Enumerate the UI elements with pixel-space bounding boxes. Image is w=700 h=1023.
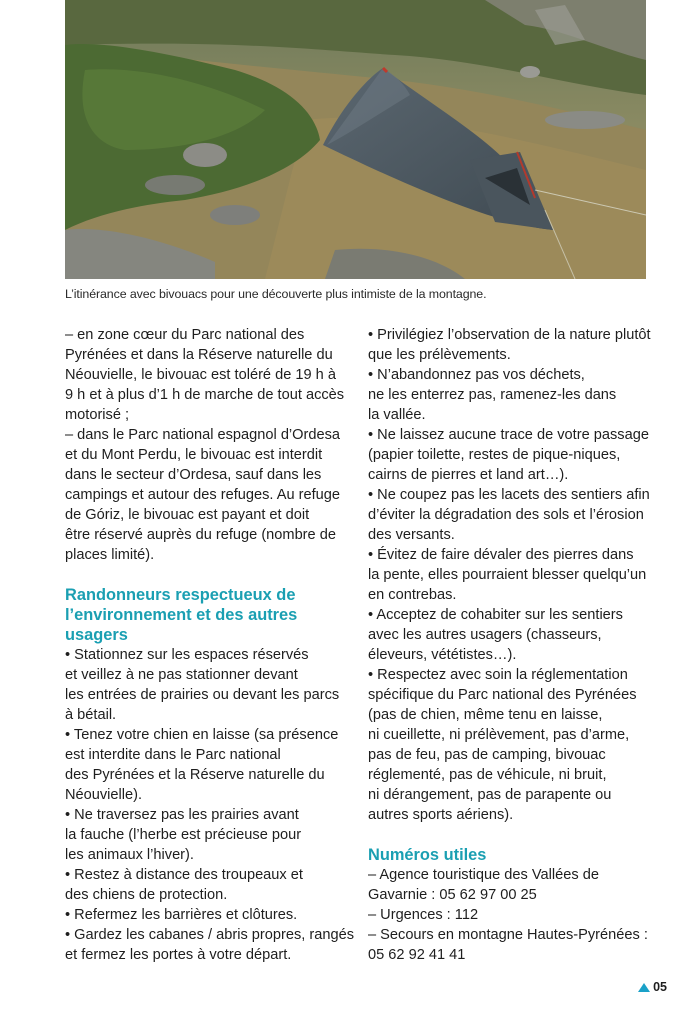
text-line: les animaux l’hiver).	[65, 847, 194, 863]
text-line: • Évitez de faire dévaler des pierres dans	[368, 547, 634, 563]
text-line: de Góriz, le bivouac est payant et doit	[65, 507, 310, 523]
text-line: • Ne laissez aucune trace de votre passage	[368, 427, 649, 443]
text-line: Néouvielle, le bivouac est toléré de 19 h à	[65, 367, 336, 383]
text-line: ni cueillette, ni prélèvement, pas d’arme,	[368, 727, 630, 743]
text-line: dans le secteur d’Ordesa, sauf dans les	[65, 467, 322, 483]
text-line: avec les autres usagers (chasseurs,	[368, 627, 602, 643]
heading-line: Numéros utiles	[368, 846, 487, 864]
phone-number: – Urgences : 112	[368, 907, 479, 923]
text-line: en contrebas.	[368, 587, 457, 603]
text-line: • Gardez les cabanes / abris propres, rangés	[65, 927, 355, 943]
bivouac-photo	[65, 0, 646, 279]
photo-illustration	[65, 0, 646, 279]
text-line: places limité).	[65, 547, 155, 563]
text-line: que les prélèvements.	[368, 347, 511, 363]
text-line: • Refermez les barrières et clôtures.	[65, 907, 298, 923]
text-line: des Pyrénées et la Réserve naturelle du	[65, 767, 325, 783]
text-line: • Stationnez sur les espaces réservés	[65, 647, 309, 663]
text-line: • Ne traversez pas les prairies avant	[65, 807, 299, 823]
text-line: ne les enterrez pas, ramenez-les dans	[368, 387, 617, 403]
text-line: (pas de chien, même tenu en laisse,	[368, 707, 603, 723]
text-line: la pente, elles pourraient blesser quelqu’un	[368, 567, 647, 583]
phone-number: 05 62 92 41 41	[368, 947, 466, 963]
text-line: • N’abandonnez pas vos déchets,	[368, 367, 585, 383]
text-line: spécifique du Parc national des Pyrénées	[368, 687, 637, 703]
text-line: éleveurs, vététistes…).	[368, 647, 517, 663]
text-line: et du Mont Perdu, le bivouac est interdit	[65, 447, 323, 463]
section-heading-useful-numbers	[368, 845, 653, 865]
triangle-icon	[638, 983, 650, 992]
text-line: (papier toilette, restes de pique-niques,	[368, 447, 621, 463]
spacer	[368, 825, 653, 845]
text-line: • Privilégiez l’observation de la nature plutôt	[368, 327, 651, 343]
left-column	[65, 325, 355, 965]
text-line: • Ne coupez pas les lacets des sentiers afin	[368, 487, 650, 503]
tips-list-left	[65, 645, 355, 965]
text-line: Néouvielle).	[65, 787, 143, 803]
text-line: – Secours en montagne Hautes-Pyrénées :	[368, 927, 648, 943]
text-line: – dans le Parc national espagnol d’Ordesa	[65, 427, 341, 443]
right-column	[368, 325, 653, 965]
text-line: Pyrénées et dans la Réserve naturelle du	[65, 347, 333, 363]
page-number-label: 05	[653, 980, 667, 994]
photo-caption: L’itinérance avec bivouacs pour une découverte plus intimiste de la montagne.	[65, 287, 487, 301]
text-line: • Acceptez de cohabiter sur les sentiers	[368, 607, 623, 623]
page-number	[638, 980, 667, 994]
text-line: des chiens de protection.	[65, 887, 228, 903]
text-line: campings et autour des refuges. Au refuge	[65, 487, 341, 503]
spacer	[65, 565, 350, 585]
useful-numbers-list	[368, 865, 653, 965]
text-line: ni dérangement, pas de parapente ou	[368, 787, 612, 803]
text-line: des versants.	[368, 527, 455, 543]
text-line: et fermez les portes à votre départ.	[65, 947, 292, 963]
text-line: – en zone cœur du Parc national des	[65, 327, 305, 343]
text-line: la vallée.	[368, 407, 426, 423]
phone-number: Gavarnie : 05 62 97 00 25	[368, 887, 537, 903]
text-line: • Restez à distance des troupeaux et	[65, 867, 303, 883]
text-line: pas de feu, pas de camping, bivouac	[368, 747, 606, 763]
tips-list-right	[368, 325, 653, 825]
text-line: les entrées de prairies ou devant les parcs	[65, 687, 340, 703]
text-line: réglementé, pas de véhicule, ni bruit,	[368, 767, 607, 783]
section-heading-respect	[65, 585, 350, 645]
heading-line: usagers	[65, 626, 128, 644]
text-line: • Respectez avec soin la réglementation	[368, 667, 628, 683]
regulation-paragraph	[65, 325, 350, 565]
text-line: autres sports aériens).	[368, 807, 514, 823]
heading-line: l’environnement et des autres	[65, 606, 298, 624]
text-line: à bétail.	[65, 707, 117, 723]
text-line: cairns de pierres et land art…).	[368, 467, 569, 483]
text-line: 9 h et à plus d’1 h de marche de tout accès	[65, 387, 345, 403]
text-line: la fauche (l’herbe est précieuse pour	[65, 827, 302, 843]
text-line: – Agence touristique des Vallées de	[368, 867, 599, 883]
text-line: être réservé auprès du refuge (nombre de	[65, 527, 336, 543]
text-line: et veillez à ne pas stationner devant	[65, 667, 298, 683]
text-line: • Tenez votre chien en laisse (sa présence	[65, 727, 339, 743]
text-line: d’éviter la dégradation des sols et l’érosion	[368, 507, 644, 523]
text-line: est interdite dans le Parc national	[65, 747, 281, 763]
heading-line: Randonneurs respectueux de	[65, 586, 296, 604]
text-line: motorisé ;	[65, 407, 130, 423]
